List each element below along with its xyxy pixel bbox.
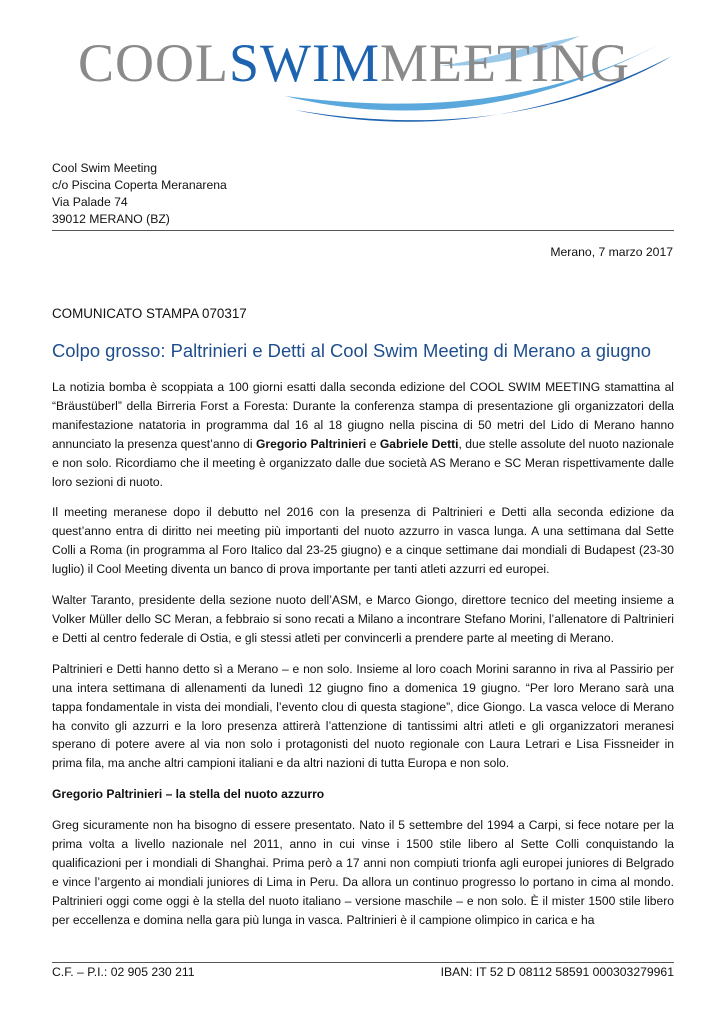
logo-text-meeting: MEETING [380, 33, 630, 93]
press-release-label: COMUNICATO STAMPA 070317 [52, 306, 247, 321]
page-footer [52, 962, 674, 979]
press-release-body [52, 378, 674, 942]
paragraph-text: La notizia bomba è scoppiata a 100 giorni esatti dalla seconda edizione del COOL SWIM MEETING stamattina al “Bräustüberl” della Birreria Forst a Foresta: Durante la conferenza stampa di presentazione gli organizzatori della manifestazione natatoria in programma dal 16 al 18 giugno nella piscina di 50 metri del Lido di Merano hanno annunciato la presenza quest’anno di [52, 380, 674, 451]
address-line: Via Palade 74 [52, 195, 128, 209]
logo-text-swim: SWIM [229, 33, 380, 93]
paragraph: Il meeting meranese dopo il debutto nel 2016 con la presenza di Paltrinieri e Detti alla seconda edizione da quest’anno entra di diritto nei meeting più importanti del nuoto azzurro in vasca lunga. A una settimana dal Sette Colli a Roma (in programma al Foro Italico dal 23-25 giugno) e a cinque settimane dai mondiali di Budapest (23-30 luglio) il Cool Meeting diventa un banco di prova importante per tanti atleti azzurri ed europei. [52, 505, 674, 577]
paragraph-text: e [366, 436, 380, 451]
athlete-name: Gregorio Paltrinieri [256, 436, 367, 451]
paragraph: Paltrinieri e Detti hanno detto sì a Merano – e non solo. Insieme al loro coach Morini saranno in riva al Passirio per una intera settimana di allenamenti da lunedì 12 giugno fino a domenica 19 giugno. “Per loro Merano sarà una tappa fondamentale in vista dei mondiali, l’evento clou di questa stagione”, dice Giongo. La vasca veloce di Merano ha convito gli azzurri e la loro presenza attirerà l’attenzione di tantissimi altri atleti e gli organizzatori meranesi sperano di potere avere al via non solo i protagonisti del nuoto regionale con Laura Letrari e Lisa Fissneider in prima fila, ma anche altri campioni italiani e da altri nazioni di tutta Europa e non solo. [52, 661, 674, 771]
press-release-title: Colpo grosso: Paltrinieri e Detti al Cool Swim Meeting di Merano a giugno [52, 340, 652, 361]
tax-code: C.F. – P.I.: 02 905 230 211 [52, 965, 195, 979]
address-line: 39012 MERANO (BZ) [52, 212, 170, 226]
paragraph-text: , due stelle assolute del nuoto nazionale e non solo. Ricordiamo che il meeting è organizzato dalle due società AS Merano e SC Meran rispettivamente dalle loro sezioni di nuoto. [52, 436, 675, 489]
address-line: Cool Swim Meeting [52, 161, 157, 175]
cool-swim-meeting-logo [60, 26, 680, 136]
sender-address [52, 160, 674, 231]
athlete-name: Gabriele Detti [379, 436, 459, 451]
paragraph: Greg sicuramente non ha bisogno di essere presentato. Nato il 5 settembre del 1994 a Carpi, si fece notare per la prima volta a livello nazionale nel 2011, anno in cui vinse i 1500 stile libero al Sette Colli conquistando la qualificazioni per i mondiali di Shanghai. Prima però a 17 anni non compiuti trionfa agli europei juniores di Belgrado e vince l’argento ai mondiali juniores di Lima in Peru. Da allora un continuo progresso lo portano in cima al mondo. Paltrinieri oggi come oggi è la stella del nuoto italiano – versione maschile – e non solo. È il mister 1500 stile libero per eccellenza e domina nella gara più lunga in vasca. Paltrinieri è il campione olimpico in carica e ha [52, 818, 674, 927]
logo-text-cool: COOL [78, 33, 229, 93]
logo-wordmark [78, 33, 630, 93]
section-subheading: Gregorio Paltrinieri – la stella del nuoto azzurro [52, 787, 325, 802]
iban: IBAN: IT 52 D 08112 58591 000303279961 [440, 965, 674, 979]
address-line: c/o Piscina Coperta Meranarena [52, 178, 227, 192]
paragraph: Walter Taranto, presidente della sezione nuoto dell’ASM, e Marco Giongo, direttore tecnico del meeting insieme a Volker Müller dello SC Meran, a febbraio si sono recati a Milano a incontrare Stefano Morini, l’allenatore di Paltrinieri e Detti al centro federale di Ostia, e gli stessi atleti per convincerli a prendere parte al meeting di Merano. [52, 593, 674, 645]
paragraph [52, 378, 674, 491]
dateline: Merano, 7 marzo 2017 [550, 245, 673, 259]
